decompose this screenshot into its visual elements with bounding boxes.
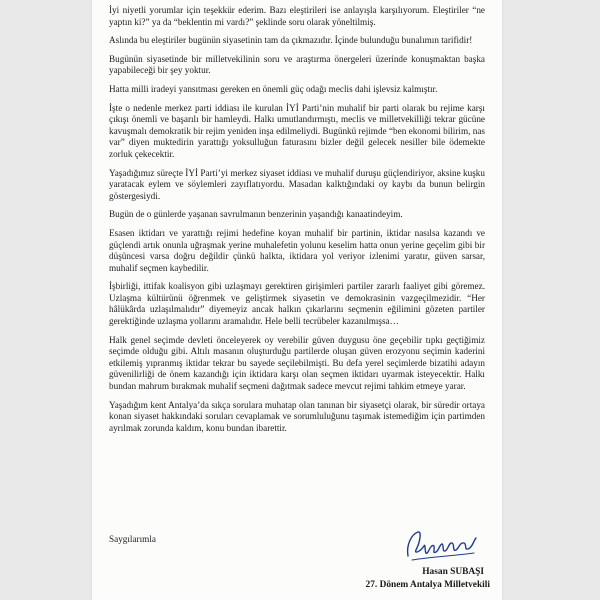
letter-page [92, 0, 502, 600]
signer-name: Hasan SUBAŞI [422, 567, 484, 577]
paragraph: Yaşadığım kent Antalya’da sıkça sorulara muhatap olan tanınan bir siyasetçi olarak, bir süredir ortaya konan siyaset hakkındaki soruları cevaplamak ve sorumluluğunu taşımak istemediğim için partimden ayrılmak zorunda kaldım, konu bundan ibarettir. [109, 399, 485, 433]
signer-title: 27. Dönem Antalya Milletvekili [365, 580, 490, 590]
paragraph: Halk genel seçimde devleti önceleyerek oy verebilir güven duygusu öne geçebilir tıpkı geçtiğimiz seçimde olduğu gibi. Altılı masanın oluşturduğu partilerde oluşan güven erozyonu seçimin kaderini etkilemiş yıpranmış iktidar tekrar bu sayede seçilebilmişti. Bu defa yerel seçimlerde bizatihi adayın güvenilirliği de önem kazandığı için iktidara karşı olan seçmen iktidarı uyarmak isteyecektir. Halkı bundan mahrum bırakmak muhalif seçmeni dağıtmak sadece mevcut rejimi tahkim etmeye yarar. [109, 334, 485, 392]
handwritten-signature [402, 522, 480, 566]
letter-body [109, 5, 485, 441]
paragraph: Yaşadığımız süreçte İYİ Parti’yi merkez siyaset iddiası ve muhalif duruşu güçlendiriyor, aksine kuşku yaratacak eylem ve söylemleri zayıflatıyordu. Masadan kalktığındaki oy kaybı da bunun belirgin göstergesiydi. [109, 167, 485, 201]
paragraph: Hatta milli iradeyi yansıtması gereken en önemli güç odağı meclis dahi işlevsiz kalmıştır. [109, 83, 438, 94]
paragraph: İşte o nedenle merkez parti iddiası ile kurulan İYİ Parti’nin muhalif bir parti olarak bu rejime karşı çıkışı önemli ve başarılı bir hamleydi. Halkı umutlandırmıştı, meclis ve milletvekilliği tekrar gücüne kavuşmalı demokratik bir rejim yeniden inşa edilmeliydi. Bugünkü rejimde “ben ekonomi bilirim, nas var” diyen muktedirin yarattığı yoksulluğun faturasını bizler değil gelecek nesiller bile ödemekte zorluk çekecektir. [109, 102, 485, 159]
paragraph: Aslında bu eleştiriler bugünün siyasetinin tam da çıkmazıdır. İçinde bulunduğu bunalımın tarifidir! [109, 35, 473, 46]
paragraph: Bugünün siyasetinde bir milletvekilinin soru ve araştırma önergeleri üzerinde konuşmaktan başka yapabileceği bir şey yoktur. [109, 53, 485, 76]
paragraph: İşbirliği, ittifak koalisyon gibi uzlaşmayı gerektiren girişimleri partiler zararlı faaliyet gibi göremez. Uzlaşma kültürünü öğrenmek ve geliştirmek siyasetin ve demokrasinin vazgeçilmezidir. “Her hâlükârda uzlaşılmalıdır” diyemeyiz ancak halkın çıkarlarını seçmenin eğilimini gözeten partiler gerektiğinde uzlaşma yollarını aramalıdır. Hele belli tecrübeler kazanılmışsa… [109, 281, 485, 327]
paragraph: Esasen iktidarı ve yarattığı rejimi hedefine koyan muhalif bir partinin, iktidar nasılsa kazandı ve güçlendi artık onunla uğraşmak yerine muhalefetin yolunu keselim hatta onun yerine geçelim gibi bir düşüncesi varsa doğru değildir çünkü halkta, iktidara yol veriyor izlenimi yaratır, güven sarsar, muhalif seçmen kaybedilir. [109, 227, 485, 273]
closing-salutation: Saygılarımla [109, 534, 156, 544]
paragraph: Bugün de o günlerde yaşanan savrulmanın benzerinin yaşandığı kanaatindeyim. [109, 209, 403, 220]
paragraph: İyi niyetli yorumlar için teşekkür ederim. Bazı eleştirileri ise anlayışla karşılıyorum. Eleştiriler “ne yaptın ki?” ya da “beklentin mi vardı?” şeklinde soru olarak yöneltilmiş. [109, 5, 485, 27]
